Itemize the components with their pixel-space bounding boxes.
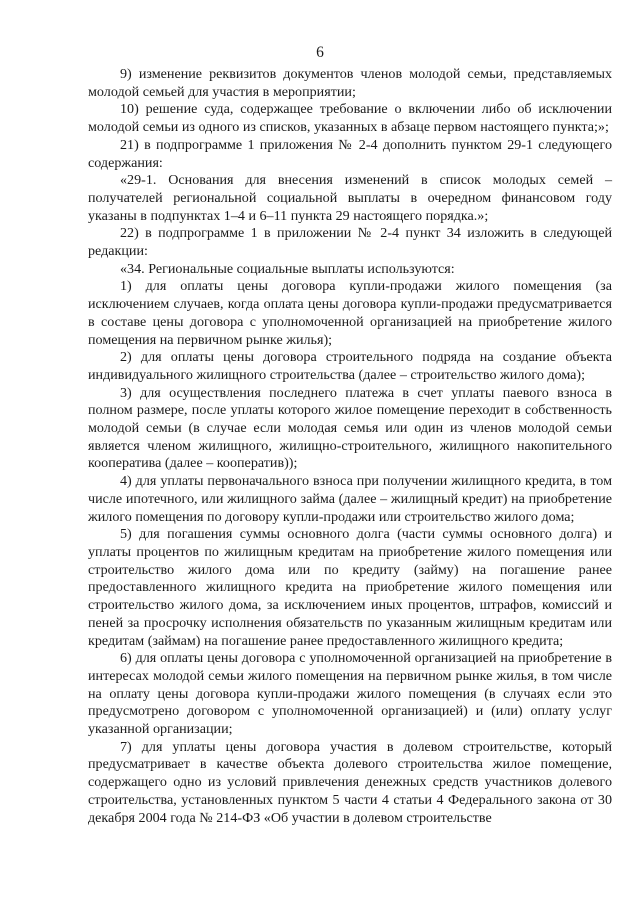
paragraph-use-3: 3) для осуществления последнего платежа в счет уплаты паевого взноса в полном размере, после уплаты которого жилое помещение переходит в собственность молодой семьи (в случае если молодая семья или один из членов молодой семьи является членом жилищного, жилищно-строительного, жилищного накопительного кооператива (далее – кооператив)); <box>88 384 612 472</box>
paragraph-item-9-document-change: 9) изменение реквизитов документов членов молодой семьи, представляемых молодой семьей для участия в мероприятии; <box>88 66 612 100</box>
paragraph-clause-34-intro: «34. Региональные социальные выплаты используются: <box>120 260 455 277</box>
paragraph-use-1: 1) для оплаты цены договора купли-продажи жилого помещения (за исключением случаев, когда оплата цены договора купли-продажи предусматривается в составе цены договора с уполномоченной организацией на приобретение жилого помещения на первичном рынке жилья); <box>88 278 612 348</box>
page-number: 6 <box>316 44 324 61</box>
document-body <box>88 66 612 827</box>
paragraph-use-6: 6) для оплаты цены договора с уполномоченной организацией на приобретение в интересах молодой семьи жилого помещения на первичном рынке жилья, в том числе на оплату цены договора купли-продажи жилого помещения (в случаях если это предусмотрено договором с уполномоченной организацией) и (или) оплату услуг указанной организации; <box>88 650 612 738</box>
paragraph-use-7: 7) для уплаты цены договора участия в долевом строительстве, который предусматривает в качестве объекта долевого строительства жилое помещение, содержащего одно из условий привлечения денежных средств участников долевого строительства, установленных пунктом 5 части 4 статьи 4 Федерального закона от 30 декабря 2004 года № 214-ФЗ «Об участии в долевом строительстве <box>88 738 612 826</box>
paragraph-clause-29-1: «29-1. Основания для внесения изменений в список молодых семей – получателей региональной социальной выплаты в очередном финансовом году указаны в подпунктах 1–4 и 6–11 пункта 29 настоящего порядка.»; <box>88 172 612 224</box>
paragraph-use-5: 5) для погашения суммы основного долга (части суммы основного долга) и уплаты процентов по жилищным кредитам на приобретение жилого помещения или строительство жилого дома или по кредиту (займу) на погашение ранее предоставленного жилищного кредита на приобретение жилого помещения или строительство жилого дома, за исключением иных процентов, штрафов, комиссий и пеней за просрочку исполнения обязательств по указанным жилищным кредитам или кредитам (займам) на погашение ранее предоставленного жилищного кредита; <box>88 526 612 649</box>
paragraph-use-2: 2) для оплаты цены договора строительного подряда на создание объекта индивидуального жилищного строительства (далее – строительство жилого дома); <box>88 349 612 383</box>
paragraph-use-4: 4) для уплаты первоначального взноса при получении жилищного кредита, в том числе ипотечного, или жилищного займа (далее – жилищный кредит) на приобретение жилого помещения по договору купли-продажи или строительство жилого дома; <box>88 473 612 525</box>
paragraph-amendment-22: 22) в подпрограмме 1 в приложении № 2-4 пункт 34 изложить в следующей редакции: <box>88 225 612 260</box>
paragraph-amendment-21: 21) в подпрограмме 1 приложения № 2-4 дополнить пунктом 29-1 следующего содержания: <box>88 136 612 171</box>
paragraph-item-10-court-decision: 10) решение суда, содержащее требование о включении либо об исключении молодой семьи из одного из списков, указанных в абзаце первом настоящего пункта;»; <box>88 101 612 136</box>
